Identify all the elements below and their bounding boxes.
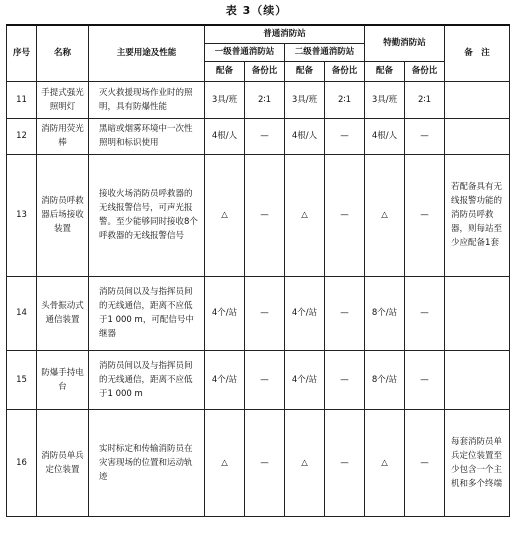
- table-row: [7, 154, 510, 276]
- row-usage: 黑暗或烟雾环境中一次性照明和标识使用: [89, 118, 205, 154]
- row-first-class-spare: —: [245, 350, 285, 409]
- row-seq: 11: [7, 81, 37, 118]
- row-remark: [445, 118, 510, 154]
- row-name: 消防员单兵定位装置: [37, 409, 89, 516]
- row-second-class-spare: —: [325, 154, 365, 276]
- header-seq: 序号: [7, 25, 37, 81]
- row-name: 手提式强光照明灯: [37, 81, 89, 118]
- header-usage: 主要用途及性能: [89, 25, 205, 81]
- row-usage: 接收火场消防员呼救器的无线报警信号，可声光报警。至少能够同时接收8个呼救器的无线报警信号: [89, 154, 205, 276]
- row-special-spare: —: [405, 118, 445, 154]
- row-special-equip: △: [365, 154, 405, 276]
- row-first-class-equip: 4根/人: [205, 118, 245, 154]
- header-spare-2: 备份比: [325, 61, 365, 81]
- row-first-class-spare: —: [245, 409, 285, 516]
- row-seq: 12: [7, 118, 37, 154]
- header-equip-2: 配备: [285, 61, 325, 81]
- row-second-class-equip: 4个/站: [285, 350, 325, 409]
- table-row: [7, 276, 510, 350]
- row-seq: 13: [7, 154, 37, 276]
- row-special-spare: —: [405, 409, 445, 516]
- row-special-equip: 4根/人: [365, 118, 405, 154]
- row-first-class-equip: △: [205, 154, 245, 276]
- row-usage: 消防员间以及与指挥员间的无线通信，距离不应低于1 000 m: [89, 350, 205, 409]
- table-row: [7, 118, 510, 154]
- header-remarks: 备 注: [445, 25, 510, 81]
- header-regular-station: 普通消防站: [205, 25, 365, 43]
- row-name: 消防用荧光棒: [37, 118, 89, 154]
- row-second-class-spare: —: [325, 118, 365, 154]
- row-second-class-spare: —: [325, 409, 365, 516]
- row-usage: 消防员间以及与指挥员间的无线通信，距离不应低于1 000 m，可配信号中继器: [89, 276, 205, 350]
- row-special-spare: —: [405, 154, 445, 276]
- row-special-spare: —: [405, 350, 445, 409]
- row-usage: 灭火救援现场作业时的照明，具有防爆性能: [89, 81, 205, 118]
- row-name: 防爆手持电台: [37, 350, 89, 409]
- header-first-class: 一级普通消防站: [205, 43, 285, 61]
- header-equip-1: 配备: [205, 61, 245, 81]
- row-remark: [445, 350, 510, 409]
- row-second-class-spare: —: [325, 350, 365, 409]
- header-second-class: 二级普通消防站: [285, 43, 365, 61]
- header-equip-3: 配备: [365, 61, 405, 81]
- row-name: 消防员呼救器后场接收装置: [37, 154, 89, 276]
- table-row: [7, 81, 510, 118]
- row-special-equip: △: [365, 409, 405, 516]
- row-first-class-equip: 4个/站: [205, 276, 245, 350]
- table-row: [7, 350, 510, 409]
- row-remark: 若配备具有无线报警功能的消防员呼救器，则每站至少应配备1套: [445, 154, 510, 276]
- row-name: 头骨振动式通信装置: [37, 276, 89, 350]
- row-first-class-spare: —: [245, 118, 285, 154]
- row-first-class-spare: —: [245, 154, 285, 276]
- row-second-class-equip: △: [285, 154, 325, 276]
- row-remark: [445, 81, 510, 118]
- row-remark: 每套消防员单兵定位装置至少包含一个主机和多个终端: [445, 409, 510, 516]
- header-spare-3: 备份比: [405, 61, 445, 81]
- row-second-class-spare: —: [325, 276, 365, 350]
- row-second-class-equip: 3具/班: [285, 81, 325, 118]
- row-remark: [445, 276, 510, 350]
- row-second-class-equip: △: [285, 409, 325, 516]
- row-seq: 14: [7, 276, 37, 350]
- row-seq: 16: [7, 409, 37, 516]
- row-first-class-equip: 4个/站: [205, 350, 245, 409]
- row-second-class-equip: 4个/站: [285, 276, 325, 350]
- row-usage: 实时标定和传输消防员在灾害现场的位置和运动轨迹: [89, 409, 205, 516]
- header-special-station: 特勤消防站: [365, 25, 445, 61]
- row-second-class-spare: 2∶1: [325, 81, 365, 118]
- row-second-class-equip: 4根/人: [285, 118, 325, 154]
- row-first-class-equip: △: [205, 409, 245, 516]
- row-first-class-spare: —: [245, 276, 285, 350]
- table-caption: 表 3（续）: [225, 4, 288, 17]
- table-row: [7, 409, 510, 516]
- row-first-class-spare: 2∶1: [245, 81, 285, 118]
- row-special-spare: —: [405, 276, 445, 350]
- row-special-spare: 2∶1: [405, 81, 445, 118]
- equipment-table: [6, 24, 510, 517]
- row-first-class-equip: 3具/班: [205, 81, 245, 118]
- row-special-equip: 8个/站: [365, 350, 405, 409]
- row-seq: 15: [7, 350, 37, 409]
- header-name: 名称: [37, 25, 89, 81]
- row-special-equip: 8个/站: [365, 276, 405, 350]
- header-spare-1: 备份比: [245, 61, 285, 81]
- row-special-equip: 3具/班: [365, 81, 405, 118]
